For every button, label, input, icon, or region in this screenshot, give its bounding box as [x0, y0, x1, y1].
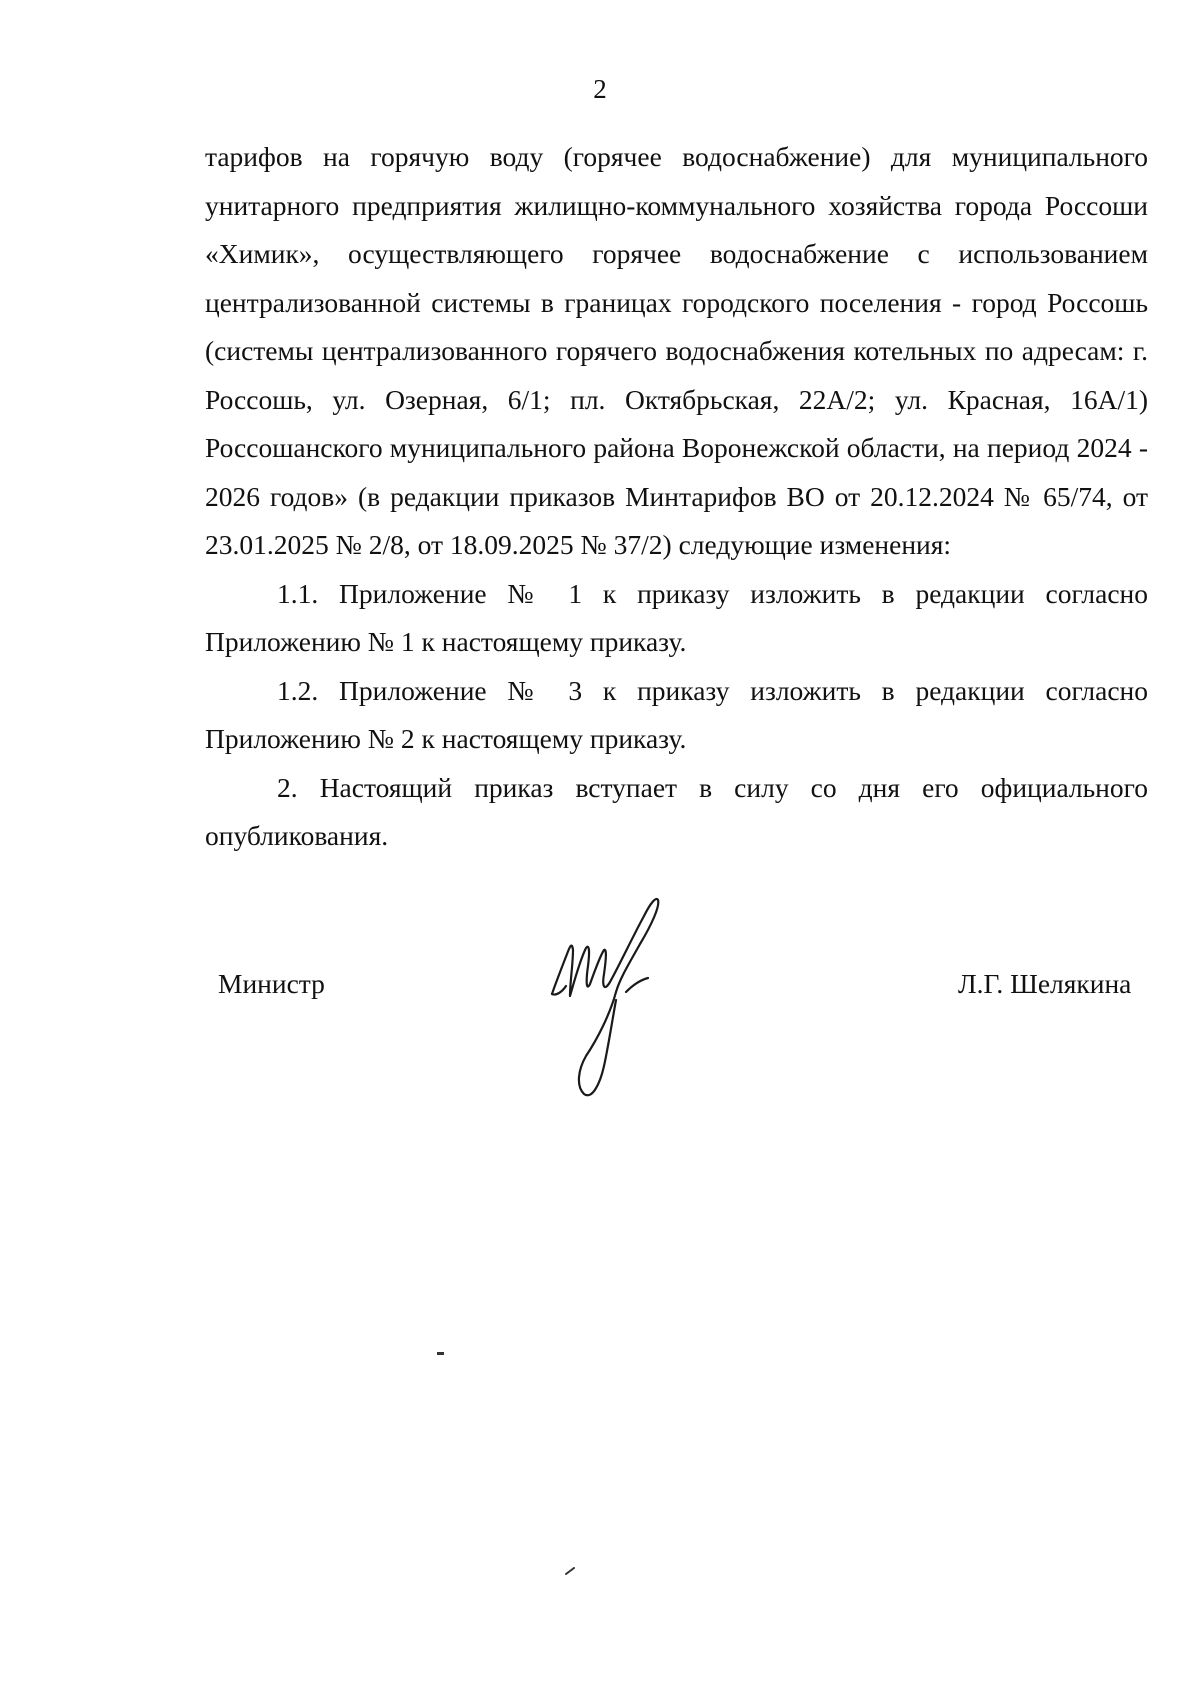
page-number: 2: [593, 74, 607, 104]
paragraph-continuation: тарифов на горячую воду (горячее водоснабжение) для муниципального унитарного предприятия жилищно-коммунального хозяйства города Россоши «Химик», осуществляющего горячее водоснабжение с использованием централизованной системы в границах городского поселения - город Россошь (системы централизованного горячего водоснабжения котельных по адресам: г. Россошь, ул. Озерная, 6/1; пл. Октябрьская, 22А/2; ул. Красная, 16А/1) Россошанского муниципального района Воронежской области, на период 2024 - 2026 годов» (в редакции приказов Минтарифов ВО от 20.12.2024 № 65/74, от 23.01.2025 № 2/8, от 18.09.2025 № 37/2) следующие изменения:: [205, 141, 1148, 560]
handwritten-signature: [540, 888, 710, 1098]
scan-mark: [437, 1352, 444, 1355]
paragraph-item-1-2: 1.2. Приложение № 3 к приказу изложить в редакции согласно Приложению № 2 к настоящему приказу.: [205, 674, 1148, 754]
signatory-name: Л.Г. Шелякина: [958, 968, 1132, 999]
signatory-title: Министр: [218, 968, 325, 999]
document-body: [205, 133, 1148, 861]
scan-mark: [565, 1567, 575, 1575]
paragraph-item-2: 2. Настоящий приказ вступает в силу со дня его официального опубликования.: [205, 771, 1148, 851]
paragraph-item-1-1: 1.1. Приложение № 1 к приказу изложить в редакции согласно Приложению № 1 к настоящему приказу.: [205, 577, 1148, 657]
